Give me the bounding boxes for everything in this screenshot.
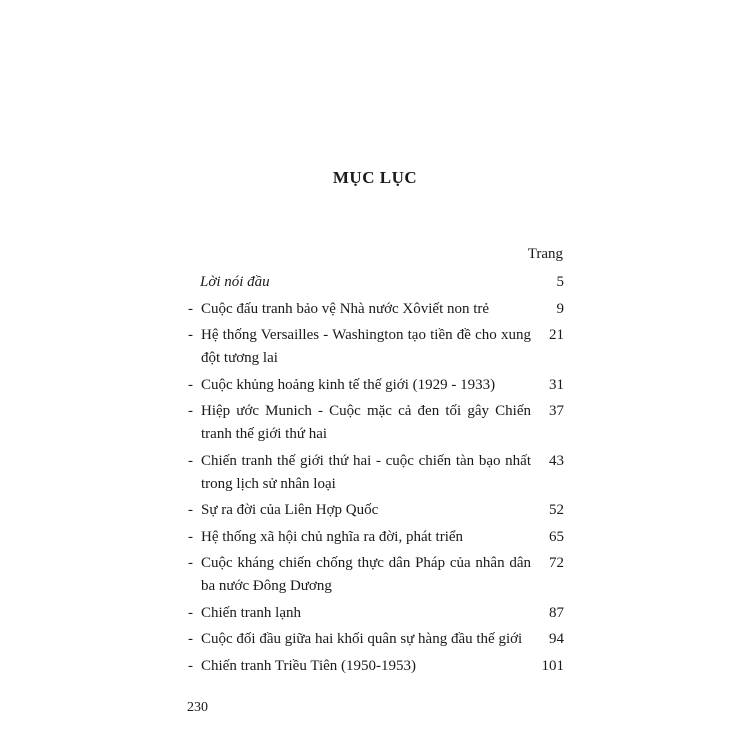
entry-page: 101: [541, 657, 564, 674]
entry-page: 94: [549, 631, 564, 647]
toc-entry: [188, 400, 564, 446]
entry-title: Cuộc khủng hoảng kinh tế thế giới (1929 - 1933): [201, 376, 496, 393]
entry-title: Chiến tranh Triều Tiên (1950-1953): [201, 657, 417, 674]
toc-entry: [188, 450, 564, 496]
entry-dash: -: [188, 502, 193, 518]
toc-entry: [188, 526, 564, 549]
toc-entry: [188, 271, 564, 294]
entry-title: Chiến tranh lạnh: [201, 604, 301, 621]
entry-dash: -: [188, 403, 193, 419]
entry-title: Cuộc đối đầu giữa hai khối quân sự hàng đầu thế giới: [201, 631, 523, 647]
toc-entry: [188, 552, 564, 598]
entry-page: 37: [549, 403, 564, 419]
page-title: MỤC LỤC: [332, 168, 418, 187]
entry-page: 87: [549, 604, 564, 621]
entry-title: Cuộc đấu tranh bảo vệ Nhà nước Xôviết non trẻ: [201, 300, 490, 317]
entry-title: Hiệp ước Munich - Cuộc mặc cả đen tối gây Chiến tranh thế giới thứ hai: [201, 403, 531, 442]
toc-entry: [188, 628, 564, 651]
entry-page: 31: [549, 376, 564, 393]
page-number: 230: [187, 700, 208, 715]
entry-dash: -: [188, 327, 193, 343]
entry-dash: -: [188, 657, 193, 674]
entry-dash: -: [188, 376, 193, 393]
table-of-contents: [188, 271, 564, 681]
entry-title: Hệ thống Versailles - Washington tạo tiền đề cho xung đột tương lai: [201, 327, 531, 366]
entry-page: 5: [556, 274, 564, 290]
entry-page: 21: [549, 327, 564, 343]
entry-title: Chiến tranh thế giới thứ hai - cuộc chiến tàn bạo nhất trong lịch sử nhân loại: [201, 452, 531, 492]
entry-page: 72: [549, 555, 564, 571]
entry-page: 52: [549, 502, 564, 518]
entry-page: 43: [549, 452, 564, 469]
toc-entry: [188, 298, 564, 321]
entry-title: Hệ thống xã hội chủ nghĩa ra đời, phát triển: [201, 528, 464, 545]
toc-entry: [188, 655, 564, 678]
entry-page: 65: [549, 528, 564, 545]
entry-dash: -: [188, 631, 193, 647]
toc-entry: [188, 602, 564, 625]
entry-dash: -: [188, 604, 193, 621]
toc-entry: [188, 324, 564, 370]
toc-entry: [188, 499, 564, 522]
entry-dash: -: [188, 528, 193, 545]
entry-title: Sự ra đời của Liên Hợp Quốc: [201, 502, 379, 518]
entry-title: Lời nói đầu: [200, 274, 270, 290]
entry-dash: -: [188, 555, 193, 571]
entry-page: 9: [556, 300, 564, 317]
entry-dash: -: [188, 452, 193, 469]
entry-dash: -: [188, 300, 193, 317]
entry-title: Cuộc kháng chiến chống thực dân Pháp của nhân dân ba nước Đông Dương: [201, 555, 531, 594]
toc-entry: [188, 374, 564, 397]
page-column-header: Trang: [527, 246, 563, 262]
